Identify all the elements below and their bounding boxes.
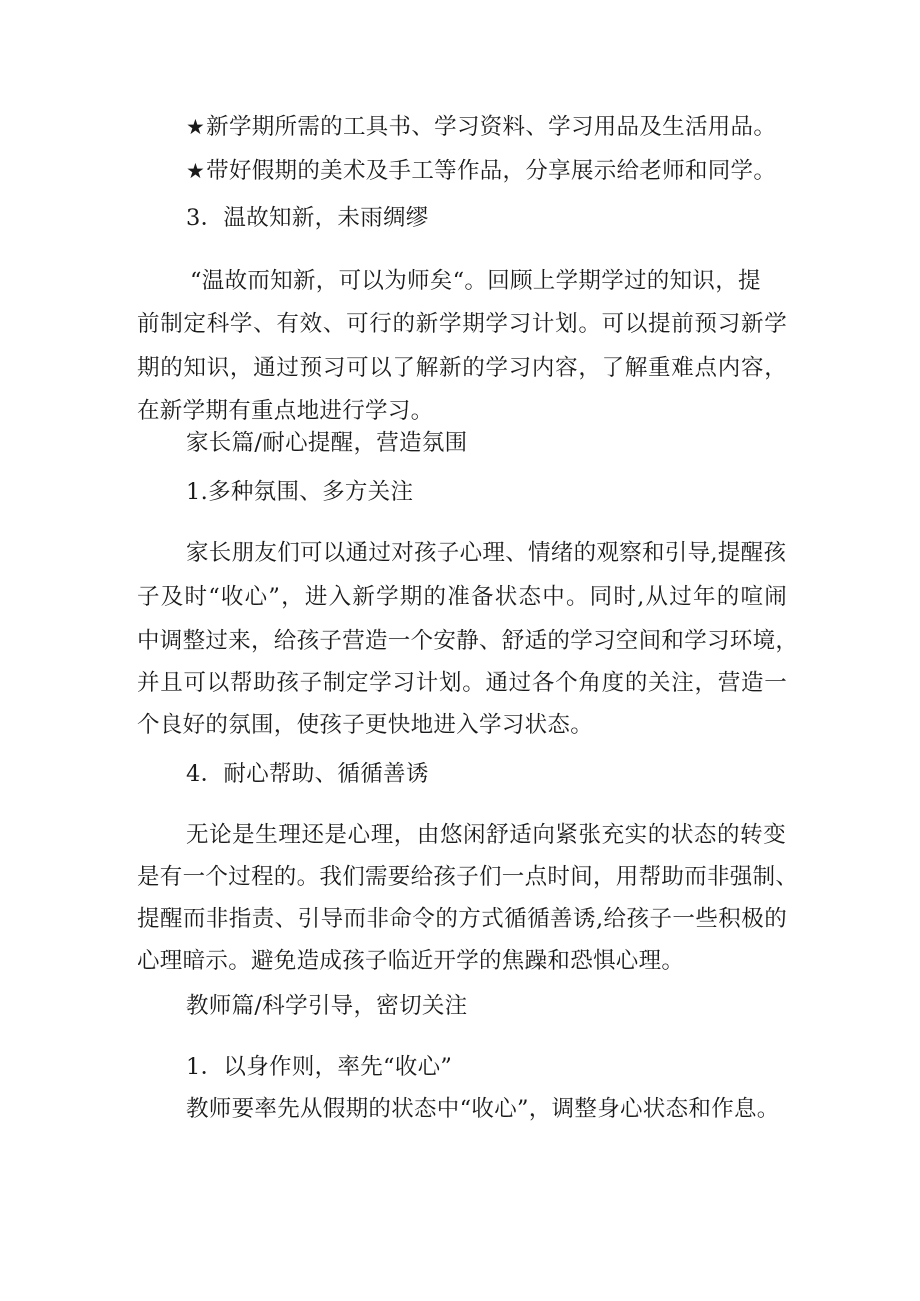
paragraph-line: “温故而知新，可以为师矣“。回顾上学期学过的知识，提 <box>190 268 761 294</box>
paragraph-line: 心理暗示。避免造成孩子临近开学的焦躁和恐惧心理。 <box>137 948 685 974</box>
bullet-item <box>186 156 846 186</box>
paragraph-line: 无论是生理还是心理，由悠闲舒适向紧张充实的状态的转变 <box>186 822 786 848</box>
paragraph-line: 个良好的氛围，使孩子更快地进入学习状态。 <box>137 712 594 738</box>
bullet-item <box>186 112 846 142</box>
bullet-text: 带好假期的美术及手工等作品，分享展示给老师和同学。 <box>206 158 777 184</box>
paragraph-line: 家长朋友们可以通过对孩子心理、情绪的观察和引导,提醒孩 <box>186 540 787 566</box>
section-heading: 1.多种氛围、多方关注 <box>186 479 414 505</box>
paragraph-line: 在新学期有重点地进行学习。 <box>137 398 434 424</box>
paragraph-line: 提醒而非指责、引导而非命令的方式循循善诱,给孩子一些积极的 <box>137 906 787 932</box>
section-title: 教师篇/科学引导，密切关注 <box>186 993 468 1019</box>
paragraph-line: 教师要率先从假期的状态中“收心”，调整身心状态和作息。 <box>186 1096 780 1122</box>
paragraph-line: 并且可以帮助孩子制定学习计划。通过各个角度的关注，营造一 <box>137 670 787 696</box>
paragraph-line: 前制定科学、有效、可行的新学期学习计划。可以提前预习新学 <box>137 311 787 337</box>
section-title: 家长篇/耐心提醒，营造氛围 <box>186 430 468 456</box>
black-star-icon: ★ <box>186 159 206 183</box>
bullet-text: 新学期所需的工具书、学习资料、学习用品及生活用品。 <box>206 114 777 140</box>
paragraph-line: 中调整过来，给孩子营造一个安静、舒适的学习空间和学习环境， <box>137 628 799 654</box>
paragraph-line: 期的知识，通过预习可以了解新的学习内容，了解重难点内容， <box>137 355 787 381</box>
black-star-icon: ★ <box>186 115 206 139</box>
section-heading: 3．温故知新，未雨绸缪 <box>186 205 429 231</box>
section-heading: 1．以身作则，率先“收心” <box>186 1054 453 1080</box>
paragraph-line: 子及时“收心”，进入新学期的准备状态中。同时,从过年的喧闹 <box>137 584 787 610</box>
section-heading: 4．耐心帮助、循循善诱 <box>186 761 429 787</box>
paragraph-line: 是有一个过程的。我们需要给孩子们一点时间，用帮助而非强制、 <box>137 864 799 890</box>
